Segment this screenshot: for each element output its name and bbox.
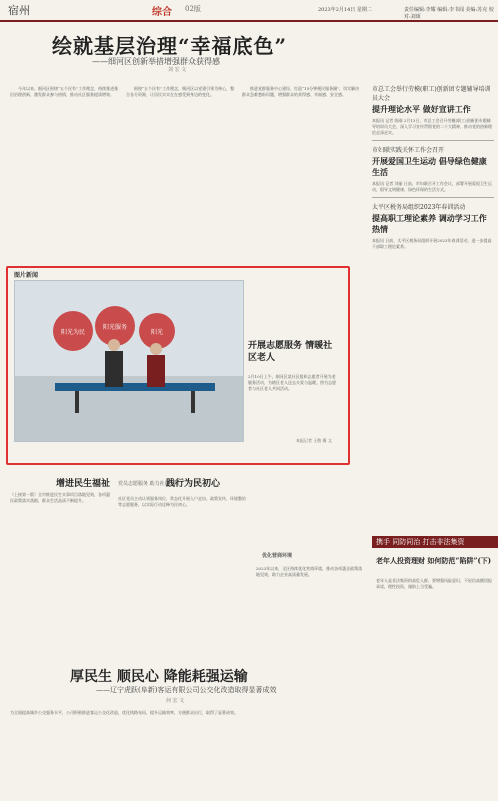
band-right-body: 2023年以来，全区持续优化营商环境，推动各项惠企政策落地见效，助力企业高质量发展。: [256, 566, 363, 577]
board-text-mid: 阳光服务: [102, 324, 128, 331]
band-mid-headline: 践行为民初心: [166, 479, 221, 489]
photo-headline: 开展志愿服务 情暖社区老人: [248, 341, 333, 363]
photo-news-label: 图片新闻: [14, 272, 39, 279]
band-mid-heading: 党员志愿服务 助力社区发展: [118, 481, 180, 487]
news-headline: 提升理论水平 做好宣讲工作: [372, 104, 471, 114]
section-name: 综合: [152, 7, 172, 18]
editor-credits: 责任编辑:李耀 编辑:李书闻 美编:苏克 校对:刘颂: [404, 7, 494, 20]
newspaper-logo: 宿州: [8, 4, 30, 17]
board-text-left: 阳光为民: [60, 329, 86, 336]
lead-paragraph: 推进党群服务中心建设，打造“15分钟便民服务圈”，切实解决群众急难愁盼问题，增强群众的获得感、幸福感、安全感。: [242, 86, 360, 97]
photo-illustration: [15, 281, 243, 441]
news-body: 本报讯 记者 陈刚 2月13日，市总工会召开劳模(职工)创新团专题辅导培训员大会，深入学习宣传贯彻党的二十大精神，推动党的创新理论走深走实。: [372, 118, 492, 135]
column-ribbon: 携手 同防同治 打击非法集资: [372, 536, 498, 548]
band-right-heading: 优化营商环境: [262, 553, 293, 559]
bottom-subheadline: ——辽宁虎跃(阜新)客运有限公司公交化改造取得显著成效: [96, 686, 277, 694]
bottom-body: 为全面提高城乡公交服务水平，公司积极推进客运公交化改造，优化线路布局，提升运输效率，方便群众出行，取得了显著成效。: [10, 710, 238, 715]
board-text-right: 阳光: [150, 329, 164, 336]
column-divider: [372, 140, 494, 141]
news-headline: 开展爱国卫生运动 倡导绿色健康生活: [372, 156, 487, 177]
right-lower-body: 老年人是非法集资的高危人群，要增强风险意识，不轻信高额回报承诺，理性投资，谨防上当受骗。: [376, 578, 492, 589]
band-mid-body: 社区党员主动认领服务岗位，常态化开展入户走访、政策宣传、环境整治等志愿服务，以实际行动诠释为民初心。: [118, 496, 246, 507]
news-kicker: 市总工会举行劳模(职工)创新团专题辅导培训员大会: [372, 86, 491, 102]
lead-paragraph: 今年以来，细河区围绕“五个民有”工作理念，持续推进基层治理创新，激发群众参与热情，推动社区服务提质增效。: [10, 86, 119, 97]
news-photo: [14, 280, 244, 442]
photo-credit: 本报记者 王敬 摄 文: [296, 438, 332, 443]
news-body: 本报讯 记者 刘丽 日前，市妇联召开工作会议，部署开展爱国卫生运动，倡导文明健康、绿色环保的生活方式。: [372, 181, 492, 192]
band-left-headline: 增进民生福祉: [56, 479, 111, 489]
column-divider: [372, 197, 494, 198]
right-lower-headline: 老年人投资理财 如何防范“陷阱”(下): [376, 556, 492, 565]
lead-column-3: [242, 86, 362, 100]
photo-caption: 2月10日上午，细河区某社区组织志愿者开展为老服务活动，为辖区老人送去关爱与温暖。图为志愿者与社区老人共同活动。: [248, 374, 336, 391]
lead-column-2: [126, 86, 236, 100]
bottom-byline: 何 宏 文: [166, 698, 185, 704]
news-body: 本报讯 日前，太平区税务局组织开展2023年春训活动，进一步提高干部职工理论素养。: [372, 238, 492, 249]
bottom-headline: 厚民生 顺民心 降能耗强运输: [70, 669, 248, 685]
issue-date: 2023年2月14日 星期二: [318, 7, 372, 13]
news-kicker: 市妇联实践关怀工作会召开: [372, 147, 445, 154]
news-kicker: 太平区税务局组织2023年春训活动: [372, 204, 466, 211]
right-news-column: [372, 84, 494, 250]
lead-byline: 刘 宏 文: [168, 67, 187, 73]
lead-subheadline: ——细河区创新举措增强群众获得感: [92, 57, 220, 66]
band-left-body: （上接第一版）全市推进民生实事项目落地见效，各项惠民政策落实落细，群众生活品质不断提升。: [10, 492, 110, 503]
page-number: 02版: [185, 5, 201, 13]
lead-column-1: [10, 86, 120, 100]
news-headline: 提高职工理论素养 调动学习工作热情: [372, 213, 487, 234]
lead-paragraph: 围绕“五个民有”工作理念，细河区以党建引领为核心，整合各方资源，让居民实实在在感受到身边的变化。: [126, 86, 235, 97]
lead-headline: 绘就基层治理“幸福底色”: [52, 34, 288, 58]
